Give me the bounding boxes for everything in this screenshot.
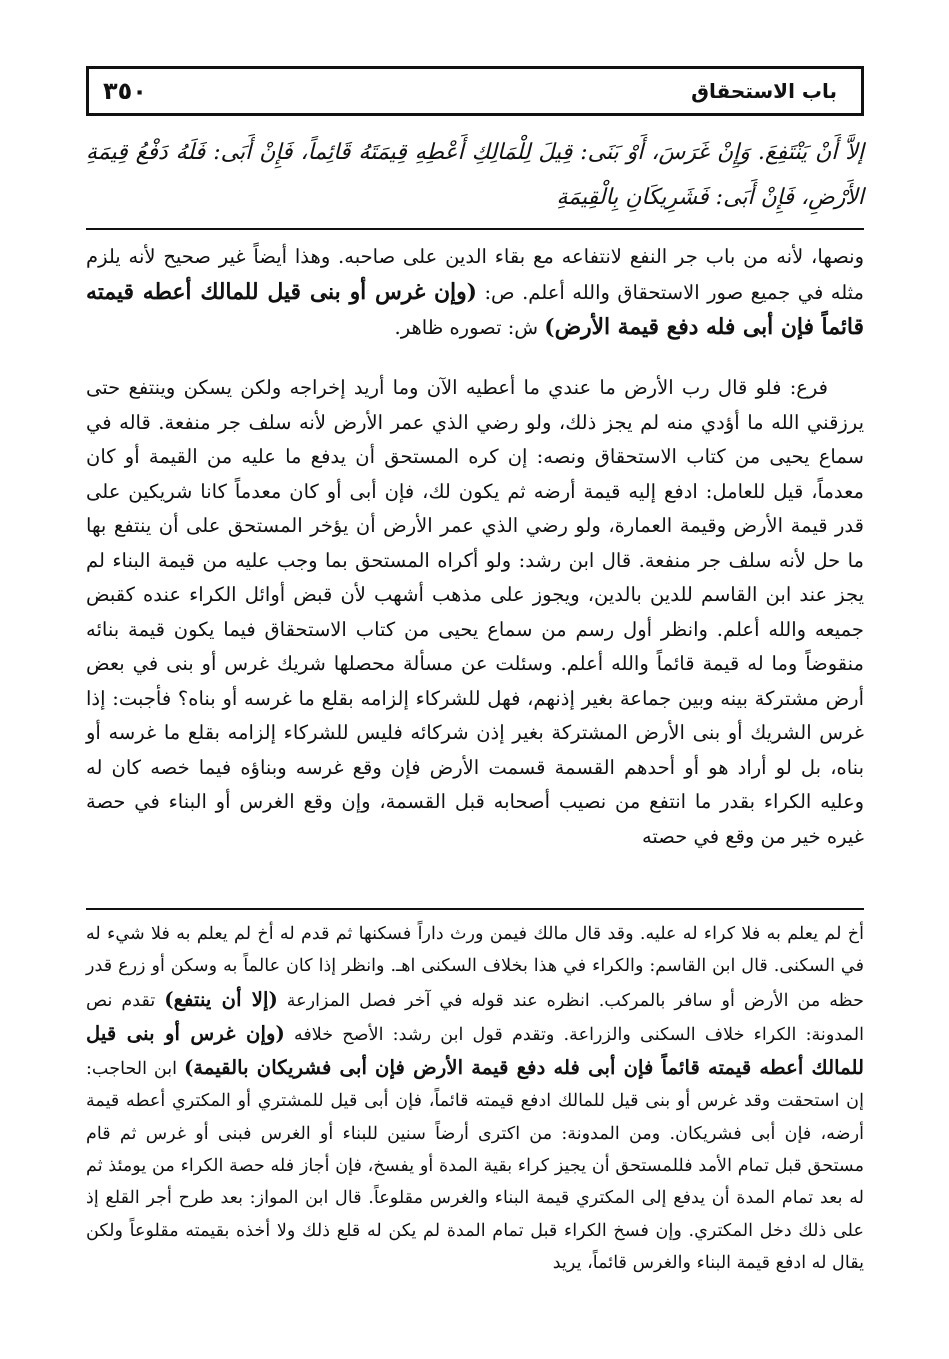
page-header: [86, 66, 864, 116]
commentary-block-2: [86, 371, 864, 854]
footnote-text: أخ لم يعلم به فلا كراء له عليه. وقد قال مالك فيمن ورث داراً فسكنها ثم قدم له أخ لم يعلم به فلا شيء له في السكنى. قال ابن القاسم: والكراء في هذا بخلاف السكنى اهـ. وانظر إذا كان عالماً به وسكن أو زرع قدر حظه من الأرض أو سافر بالمركب. انظره عند قوله في آخر فصل المزارعة: [86, 924, 864, 1011]
matn-divider: [86, 228, 864, 230]
commentary-text: ش: تصوره ظاهر.: [394, 316, 545, 339]
commentary-paragraph-1: [86, 240, 864, 346]
commentary-text: ونصها، لأنه من باب جر النفع لانتفاعه مع بقاء الدين على صاحبه. وهذا أيضاً غير صحيح لأنه يلزم مثله في جميع صور الاستحقاق والله أعلم. ص:: [86, 245, 864, 304]
chapter-title: باب الاستحقاق: [691, 79, 837, 103]
footnote-text: تقدم نص المدونة: الكراء خلاف السكنى والزراعة. وتقدم قول ابن رشد: الأصح خلافه: [86, 990, 864, 1045]
quoted-matn: (وإن غرس أو بنى قيل للمالك أعطه قيمته قائماً فإن أبى فله دفع قيمة الأرض): [86, 278, 864, 340]
matn-paragraph: إلاَّ أَنْ يَنْتَفِعَ. وَإِنْ غَرَسَ، أَوْ بَنَى: قِيلَ لِلْمَالِكِ أَعْطِهِ قِيمَتَهُ قَائِماً، فَإِنْ أَبَى: فَلَهُ دَفْعُ قِيمَةِ الأَرْضِ، فَإِنْ أَبَى: فَشَرِيكَانِ بِالْقِيمَةِ: [86, 140, 864, 210]
commentary-block-1: [86, 240, 864, 346]
quoted-matn: (إلا أن ينتفع): [164, 986, 278, 1011]
quoted-matn: (وإن غرس أو بنى قيل للمالك أعطه قيمته قائماً فإن أبى فله دفع قيمة الأرض فإن أبى فشريكان بالقيمة): [86, 1020, 864, 1080]
footnote-block: [86, 918, 864, 1279]
main-text: [86, 130, 864, 220]
footnote-divider: [86, 908, 864, 910]
commentary-paragraph-2: فرع: فلو قال رب الأرض ما عندي ما أعطيه الآن وما أريد إخراجه ولكن يسكن وينتفع حتى يرزقني الله ما أؤدي منه لم يجز ذلك، ولو رضي الذي عمر الأرض لأنه سلف جر منفعة. قاله في سماع يحيى من كتاب الاستحقاق ونصه: إن كره المستحق أن يدفع ما عليه من القيمة أو كان معدماً، قيل للعامل: ادفع إليه قيمة أرضه ثم يكون لك، فإن أبى أو كان معدماً كانا شريكين على قدر قيمة الأرض وقيمة العمارة، ولو رضي الذي عمر الأرض أن يؤخر المستحق على أن ينتفع بها ما حل لأنه سلف جر منفعة. قال ابن رشد: ولو أكراه المستحق بما وجب عليه من قيمة البناء لم يجز عند ابن القاسم للدين بالدين، ويجوز على مذهب أشهب لأن قبض أوائل الكراء عنده كقبض جميعه والله أعلم. وانظر أول رسم من سماع يحيى من كتاب الاستحقاق فيما يكون قيمة بنائه منقوضاً وما له قيمة قائماً والله أعلم. وسئلت عن مسألة محصلها شريك غرس أو بنى في بعض أرض مشتركة بينه وبين جماعة بغير إذنهم، فهل للشركاء إلزامه بقلع ما غرسه أو بناه؟ فأجبت: إذا غرس الشريك أو بنى الأرض المشتركة بغير إذن شركائه فليس للشركاء إلزامه بقلع ما غرسه أو بناه، بل لو أراد هو أو أحدهم القسمة قسمت الأرض فإن وقع غرسه وبناؤه فيما خصه كان له وعليه الكراء بقدر ما انتفع من نصيب أصحابه قبل القسمة، وإن وقع الغرس أو البناء في حصة غيره خير من وقع في حصته: [86, 376, 864, 848]
page-number: ٣٥٠: [103, 77, 147, 105]
footnote-text: ابن الحاجب: إن استحقت وقد غرس أو بنى قيل للمالك ادفع قيمته قائماً، فإن أبى قيل للمشتري أو المكتري أعطه قيمة أرضه، فإن أبى فشريكان. ومن المدونة: من اكترى أرضاً سنين للبناء أو الغرس فبنى أو غرس ثم قام مستحق قبل تمام الأمد فللمستحق أن يجيز كراء بقية المدة أو يفسخ، فإن أجاز فله حصة الكراء من يومئذ ثم له بعد تمام المدة أن يدفع إلى المكتري قيمة البناء والغرس مقلوعاً. قال ابن المواز: بعد طرح أجر القلع إذ على ذلك دخل المكتري. وإن فسخ الكراء قبل تمام المدة لم يكن له قلع ذلك ولا أخذه بقيمته مقلوعاً ولكن يقال له ادفع قيمة البناء والغرس قائماً، يريد: [86, 1059, 864, 1273]
footnote-paragraph: [86, 918, 864, 1279]
